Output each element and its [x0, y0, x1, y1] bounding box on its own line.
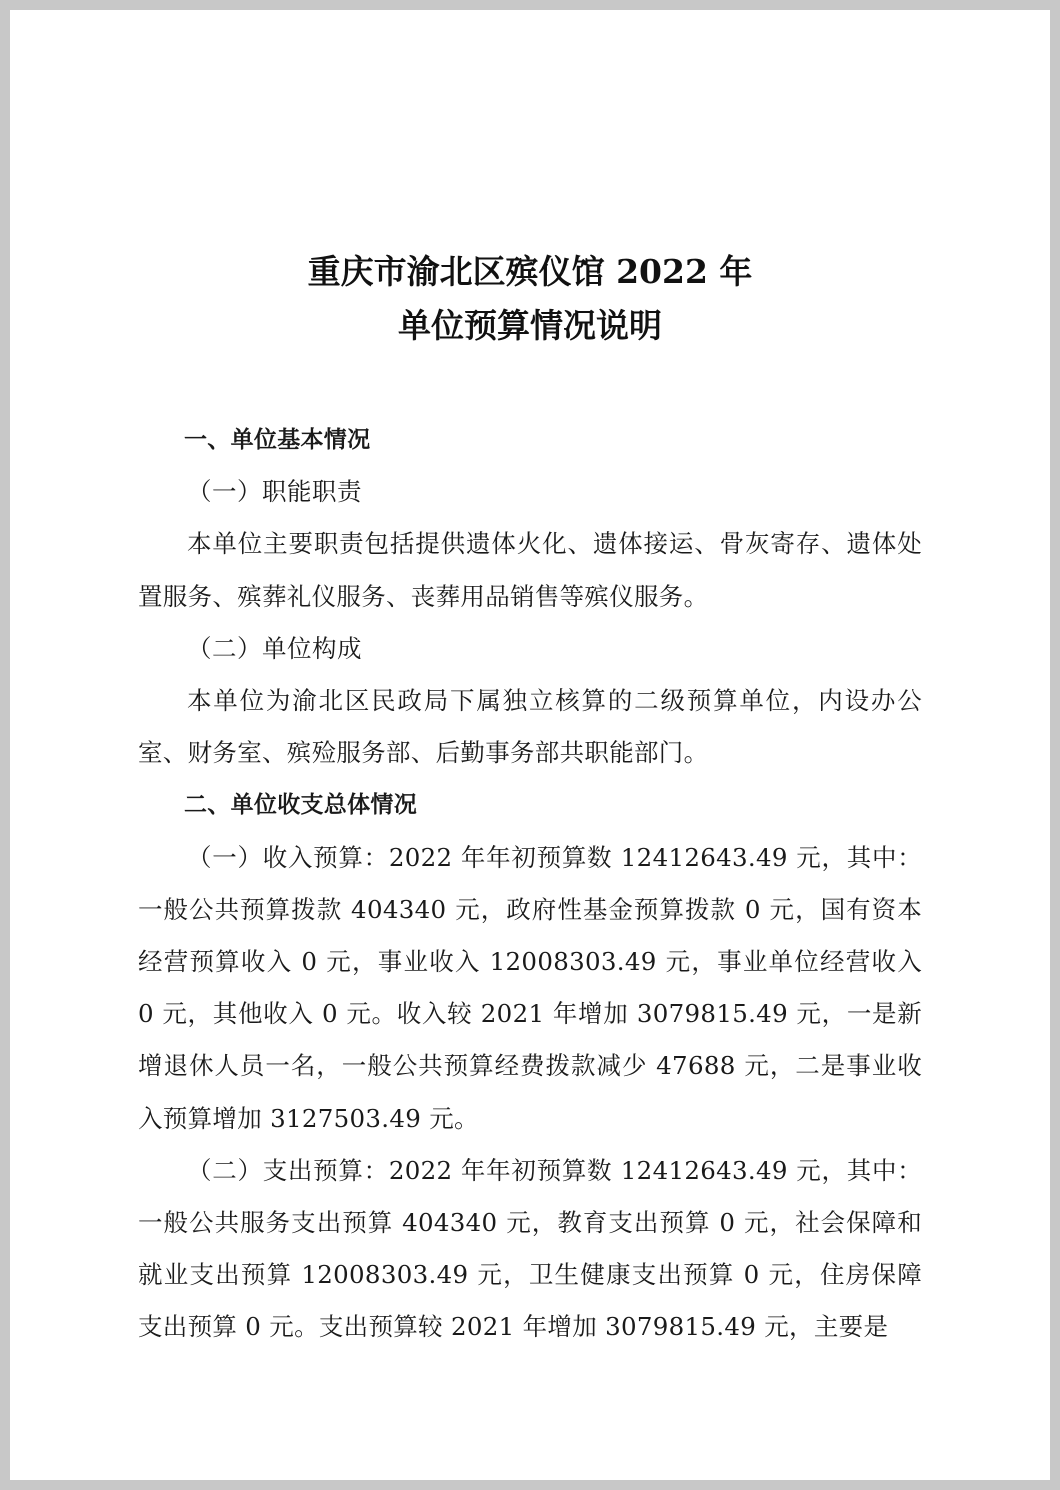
section1-sub1-text: 本单位主要职责包括提供遗体火化、遗体接运、骨灰寄存、遗体处置服务、殡葬礼仪服务、丧葬用品销售等殡仪服务。: [138, 529, 922, 611]
section1-sub2-title: （二）单位构成: [187, 633, 362, 663]
section2-heading: 二、单位收支总体情况: [184, 792, 417, 819]
section1-sub2-text: 本单位为渝北区民政局下属独立核算的二级预算单位，内设办公室、财务室、殡殓服务部、后勤事务部共职能部门。: [138, 686, 922, 768]
document-body: [138, 414, 922, 1354]
document-page: [10, 10, 1050, 1480]
section2-expense-text: （二）支出预算：2022 年年初预算数 12412643.49 元，其中：一般公共服务支出预算 404340 元，教育支出预算 0 元，社会保障和就业支出预算 12008303.49 元，卫生健康支出预算 0 元，住房保障支出预算 0 元。支出预算较 2021 年增加 3079815.49 元，主要是: [138, 1155, 922, 1342]
section2-income-text: （一）收入预算：2022 年年初预算数 12412643.49 元，其中：一般公共预算拨款 404340 元，政府性基金预算拨款 0 元，国有资本经营预算收入 0 元，事业收入 12008303.49 元，事业单位经营收入 0 元，其他收入 0 元。收入较 2021 年增加 3079815.49 元，一是新增退休人员一名，一般公共预算经费拨款减少 47688 元，二是事业收入预算增加 3127503.49 元。: [138, 842, 922, 1133]
section1-sub1-title: （一）职能职责: [187, 477, 362, 507]
document-title-line1: 重庆市渝北区殡仪馆 2022 年: [307, 252, 753, 291]
section1-heading: 一、单位基本情况: [184, 427, 371, 453]
document-title-line2: 单位预算情况说明: [398, 306, 662, 345]
